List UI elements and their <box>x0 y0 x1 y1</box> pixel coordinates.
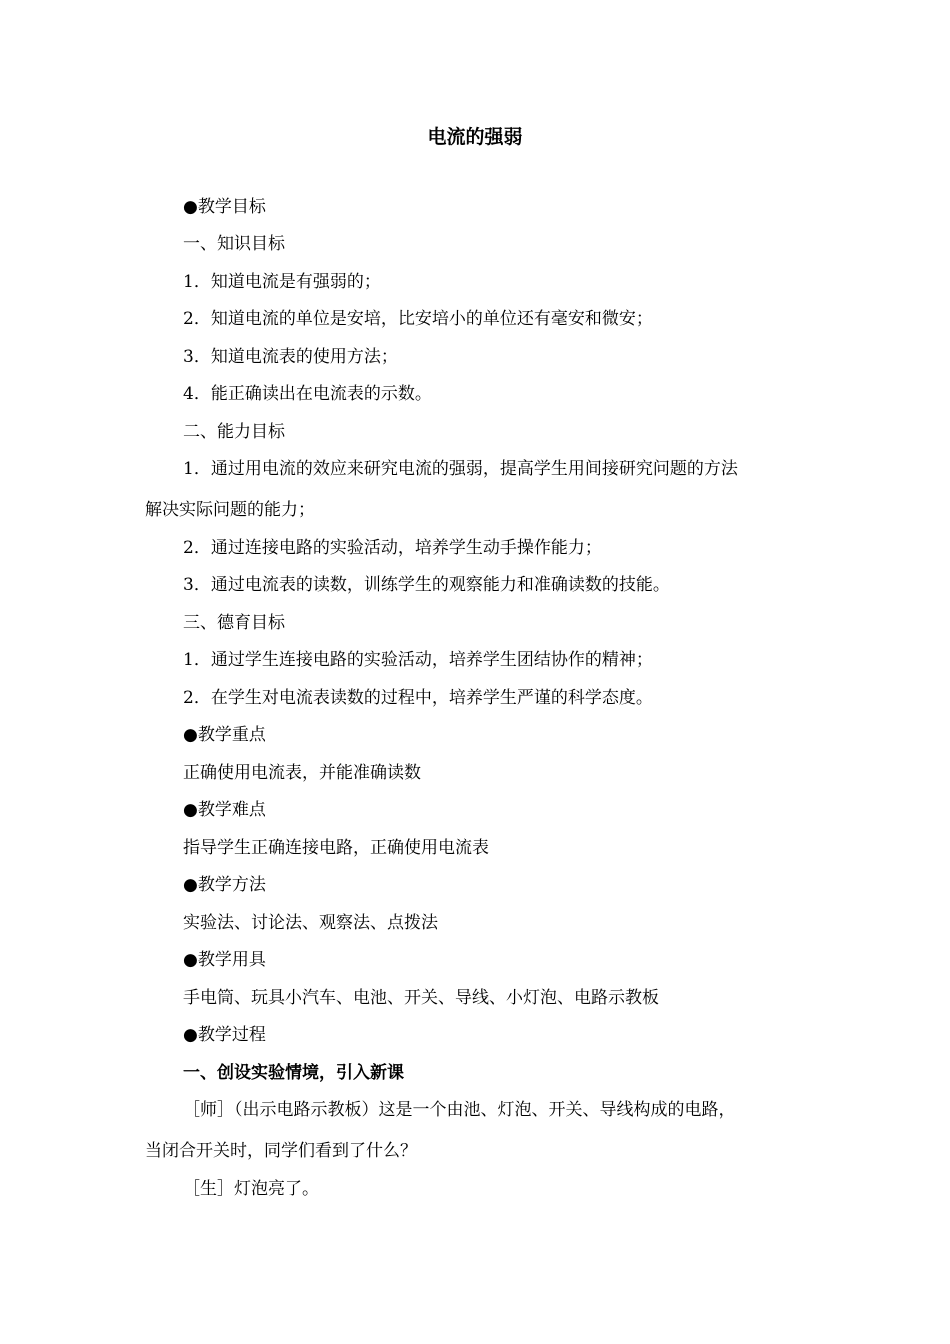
list-item: 4．能正确读出在电流表的示数。 <box>183 384 432 404</box>
list-item: 3．通过电流表的读数，训练学生的观察能力和准确读数的技能。 <box>183 575 670 595</box>
section-heading-methods: ●教学方法 <box>183 875 266 895</box>
subheading-knowledge-goals: 一、知识目标 <box>183 234 285 254</box>
paragraph: 指导学生正确连接电路，正确使用电流表 <box>183 838 489 858</box>
list-item: 1．通过用电流的效应来研究电流的强弱，提高学生用间接研究问题的方法 <box>183 459 738 479</box>
list-item: 1．通过学生连接电路的实验活动，培养学生团结协作的精神； <box>183 650 653 670</box>
subheading-ability-goals: 二、能力目标 <box>183 422 285 442</box>
section-heading-tools: ●教学用具 <box>183 950 266 970</box>
paragraph: 手电筒、玩具小汽车、电池、开关、导线、小灯泡、电路示教板 <box>183 988 659 1008</box>
dialogue-continuation: 当闭合开关时，同学们看到了什么？ <box>145 1141 417 1161</box>
paragraph: 正确使用电流表，并能准确读数 <box>183 763 421 783</box>
section-heading-teaching-goals: ●教学目标 <box>183 197 266 217</box>
subheading-moral-goals: 三、德育目标 <box>183 613 285 633</box>
paragraph: 实验法、讨论法、观察法、点拨法 <box>183 913 438 933</box>
dialogue-teacher: ［师］（出示电路示教板）这是一个由池、灯泡、开关、导线构成的电路， <box>183 1100 736 1120</box>
list-item: 2．知道电流的单位是安培，比安培小的单位还有毫安和微安； <box>183 309 653 329</box>
list-item: 3．知道电流表的使用方法； <box>183 347 398 367</box>
list-item-continuation: 解决实际问题的能力； <box>145 500 315 520</box>
subheading-introduction: 一、创设实验情境，引入新课 <box>183 1063 404 1083</box>
dialogue-student: ［生］灯泡亮了。 <box>183 1179 319 1199</box>
list-item: 1．知道电流是有强弱的； <box>183 272 381 292</box>
list-item: 2．通过连接电路的实验活动，培养学生动手操作能力； <box>183 538 602 558</box>
list-item: 2．在学生对电流表读数的过程中，培养学生严谨的科学态度。 <box>183 688 653 708</box>
section-heading-key-points: ●教学重点 <box>183 725 266 745</box>
section-heading-process: ●教学过程 <box>183 1025 266 1045</box>
document-title: 电流的强弱 <box>427 126 523 148</box>
section-heading-difficulties: ●教学难点 <box>183 800 266 820</box>
